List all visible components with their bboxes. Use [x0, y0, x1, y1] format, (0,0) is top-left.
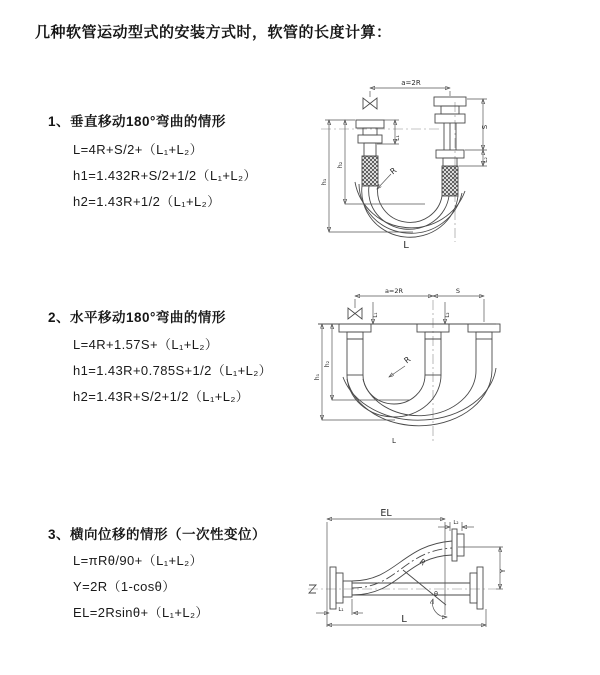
dim-label-l2: L₂ [445, 312, 451, 318]
dim-label-theta: θ [434, 590, 438, 598]
right-connector [468, 324, 500, 370]
dim-label-l2: L₂ [453, 520, 459, 526]
diagram-vertical-180-bend [315, 72, 595, 262]
hose-bend-arcs [343, 368, 496, 426]
right-connector [434, 97, 466, 196]
dim-label-l: L [401, 614, 407, 625]
section-2-formula-L: L=4R+1.57S+（L₁+L₂） [73, 337, 219, 352]
dim-label-el: EL [380, 508, 392, 519]
dimension-lines [318, 296, 484, 420]
section-3-heading: 3、横向位移的情形（一次性变位） [48, 527, 267, 542]
radius-line [403, 570, 446, 605]
dim-label-l1: L₁ [338, 607, 344, 613]
section-1-formula-h1: h1=1.432R+S/2+1/2（L₁+L₂） [73, 168, 257, 183]
valve-icon [363, 98, 377, 109]
dim-label-h1: h₁ [320, 178, 328, 186]
left-connector [339, 324, 371, 375]
section-1-formula-h2: h2=1.43R+1/2（L₁+L₂） [73, 194, 221, 209]
dim-label-l1: L₁ [373, 312, 379, 318]
section-1-formula-L: L=4R+S/2+（L₁+L₂） [73, 142, 204, 157]
dim-label-a2r: a=2R [401, 79, 421, 87]
section-3-formula-EL: EL=2Rsinθ+（L₁+L₂） [73, 605, 209, 620]
section-2-heading: 2、水平移动180°弯曲的情形 [48, 310, 226, 325]
left-connector [356, 120, 384, 186]
dim-label-s: S [455, 287, 461, 295]
dim-label-a2r: a=2R [384, 287, 404, 295]
dimension-lines [325, 88, 487, 232]
section-2-formula-h2: h2=1.43R+S/2+1/2（L₁+L₂） [73, 389, 250, 404]
dim-label-r: R [417, 556, 428, 568]
diagram-lateral-displacement [300, 503, 600, 653]
dim-label-h1: h₁ [314, 373, 321, 381]
dim-label-r: R [402, 354, 413, 366]
section-3-formula-L: L=πRθ/90+（L₁+L₂） [73, 553, 203, 568]
dim-label-y: Y [499, 568, 507, 574]
valve-icon [348, 308, 362, 319]
top-flange [452, 529, 464, 561]
dim-label-l: L [392, 437, 396, 445]
dim-label-l2: L₂ [482, 157, 489, 163]
dim-label-l: L [403, 240, 409, 251]
page-title: 几种软管运动型式的安装方式时，软管的长度计算： [35, 24, 392, 41]
left-flange [330, 567, 352, 609]
section-1-heading: 1、垂直移动180°弯曲的情形 [48, 114, 226, 129]
section-3-formula-Y: Y=2R（1-cosθ） [73, 579, 176, 594]
dim-label-r: R [388, 165, 399, 177]
dim-label-h2: h₂ [324, 360, 331, 368]
dim-label-s: S [481, 124, 489, 130]
dim-label-h2: h₂ [336, 161, 344, 169]
diagram-horizontal-180-bend [310, 282, 600, 452]
section-2-formula-h1: h1=1.43R+0.785S+1/2（L₁+L₂） [73, 363, 273, 378]
right-flange [470, 567, 483, 609]
dim-label-l1: L₁ [394, 135, 401, 141]
